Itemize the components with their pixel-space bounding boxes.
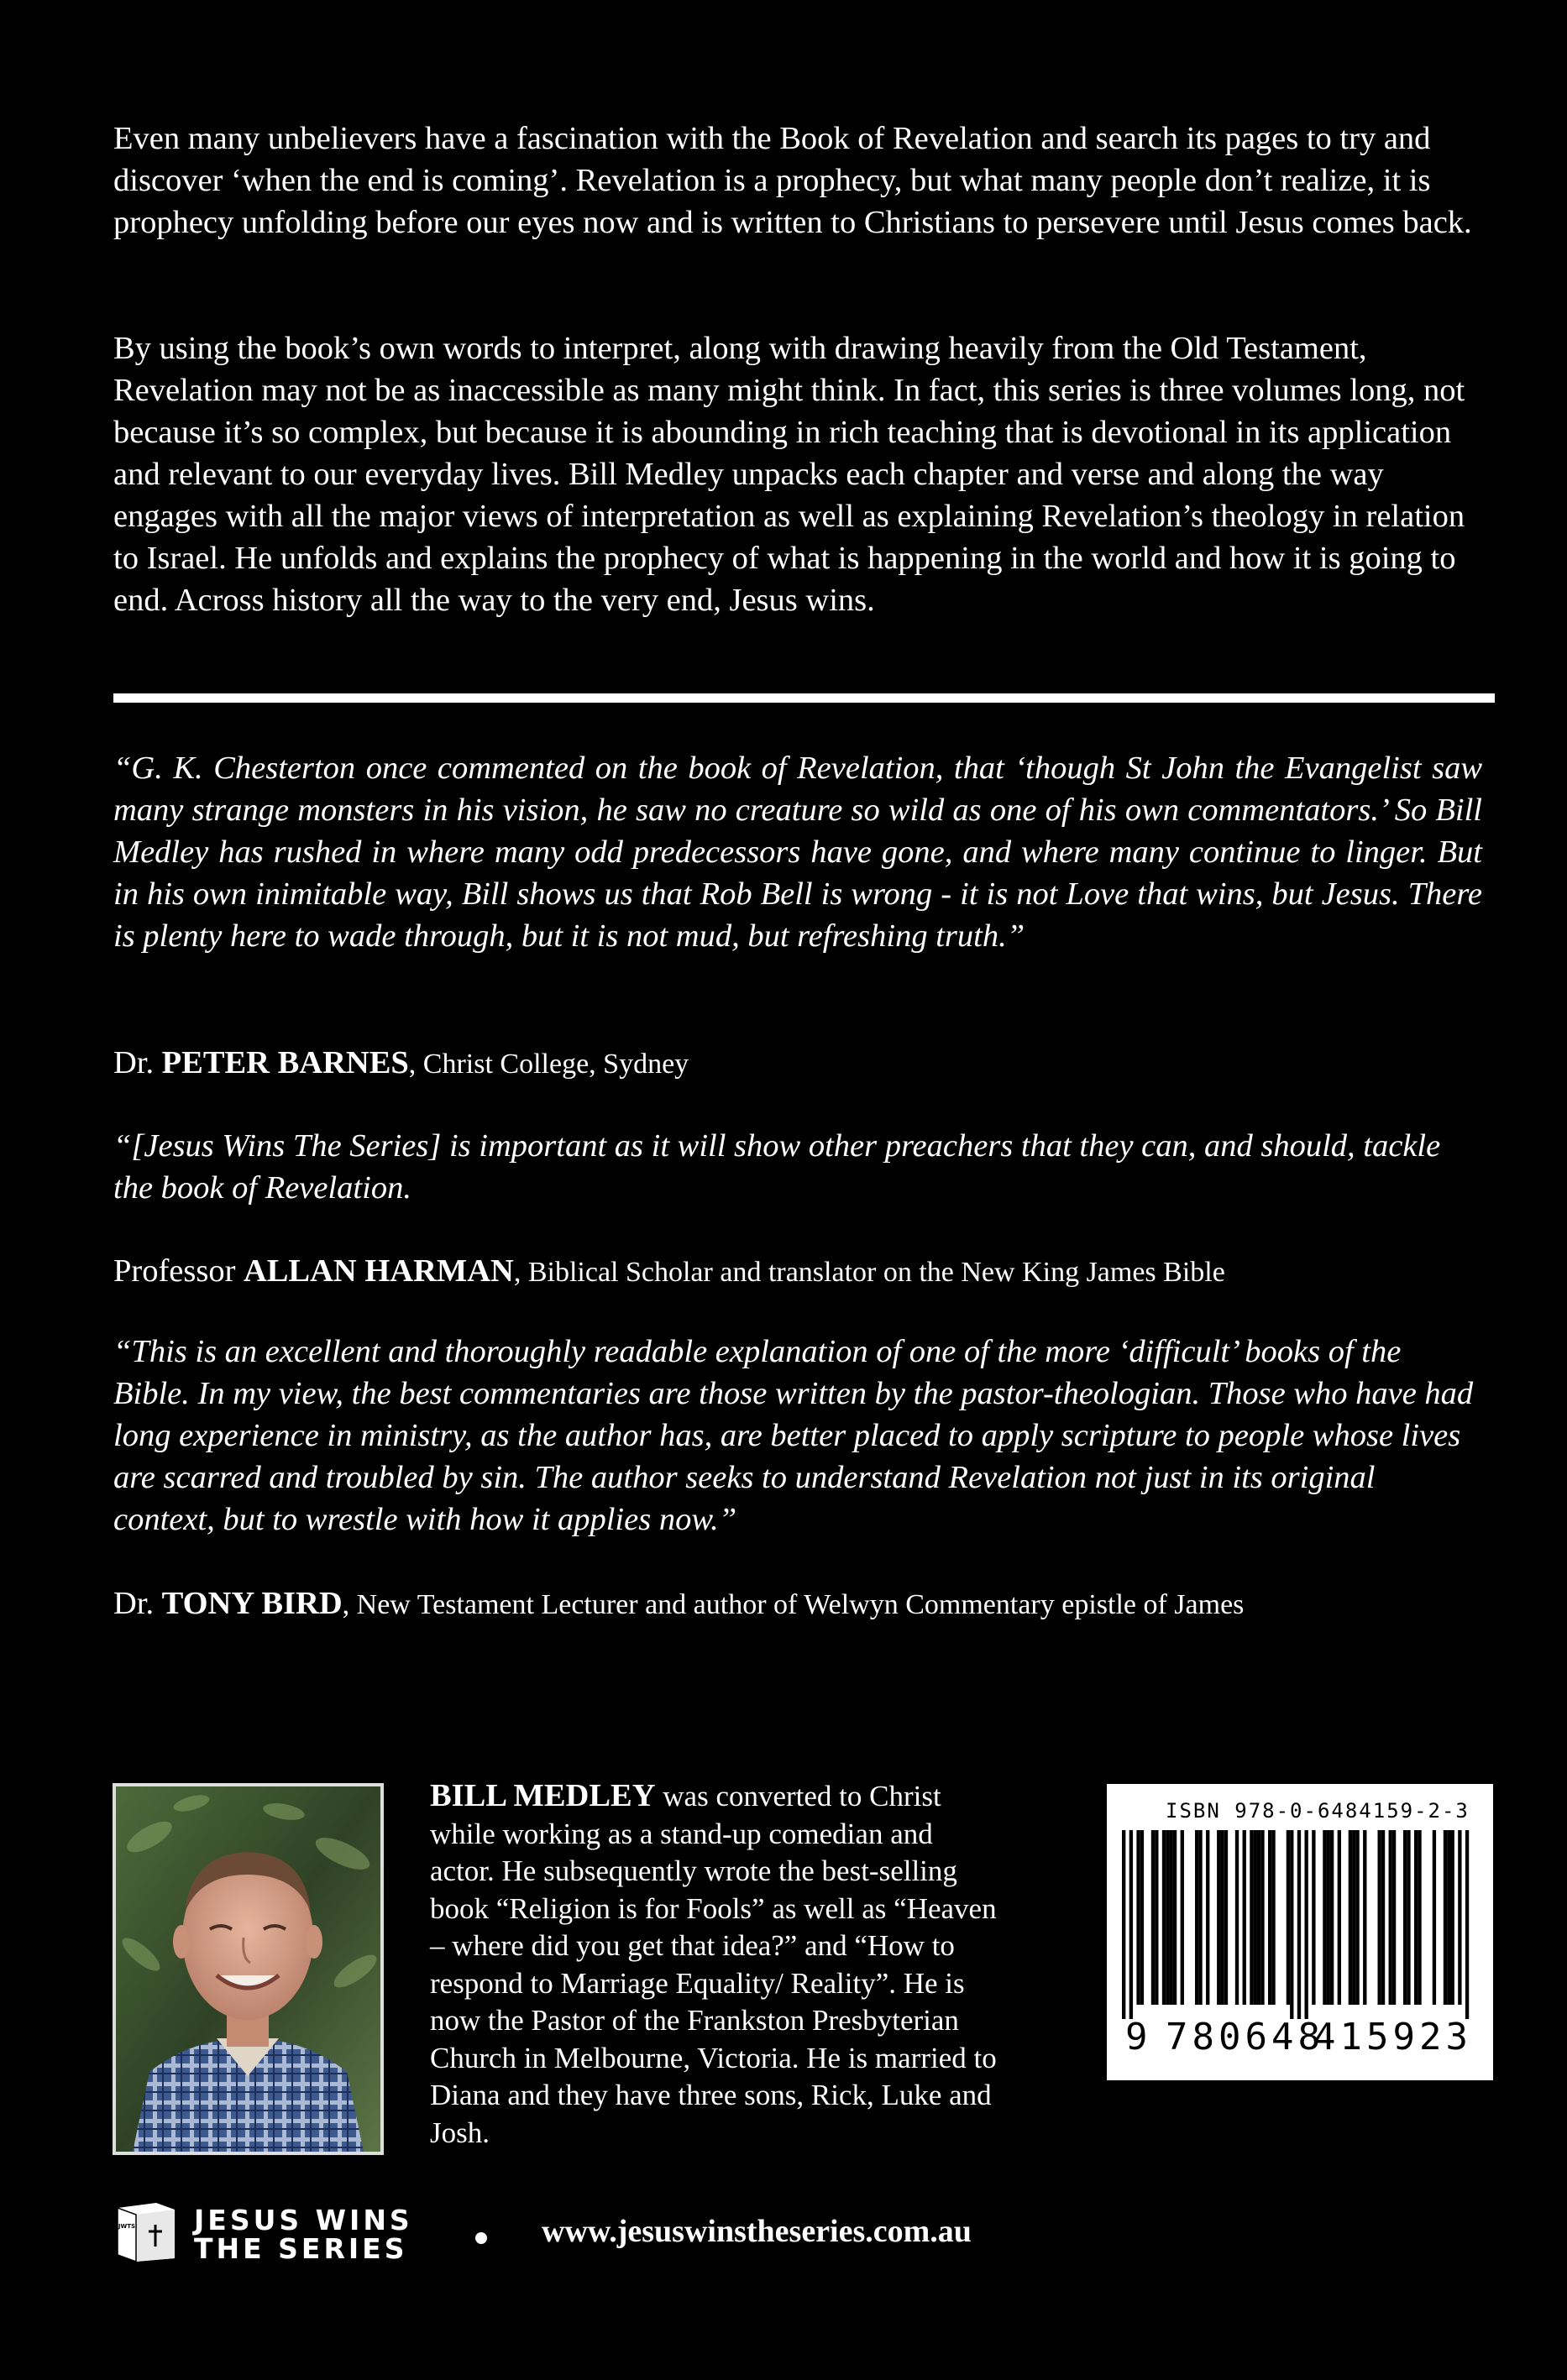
- barcode-bar: [1338, 1830, 1341, 2005]
- author-bio-text: was converted to Christ while working as a stand-up comedian and actor. He subsequently wrote the best-selling book “Religion is for Fools” as well as “Heaven – where did you get that idea?” and “How to respond to Marriage Equality/ Reality”. He is now the Pastor of the Frankston Presbyterian Church in Melbourne, Victoria. He is married to Diana and they have three sons, Rick, Luke and Josh.: [430, 1780, 997, 2149]
- barcode-bar: [1271, 1830, 1275, 2005]
- logo-spine-text: JWTS: [118, 2223, 136, 2230]
- barcode-bar: [1451, 1830, 1454, 2005]
- barcode-bar: [1181, 1830, 1184, 2005]
- attribution-name: ALLAN HARMAN: [243, 1253, 514, 1289]
- attribution-title: Dr.: [113, 1045, 155, 1080]
- logo-line-1: JESUS WINS: [194, 2204, 413, 2236]
- barcode-bar: [1250, 1830, 1253, 2005]
- barcode-bar: [1363, 1830, 1366, 2005]
- barcode-digits-right: 415923: [1313, 2016, 1472, 2058]
- endorsement-quote-1: “G. K. Chesterton once commented on the book of Revelation, that ‘though St John the Evangelist saw many strange monsters in his vision, he saw no creature so wild as one of his own commentators.’ So Bill Medley has rushed in where many odd predecessors have gone, and where many continue to linger. But in his own inimitable way, Bill shows us that Rob Bell is wrong - it is not Love that wins, but Jesus. There is plenty here to wade through, but it is not mud, but refreshing truth.”: [113, 751, 1482, 954]
- barcode-bar: [1151, 1830, 1155, 2005]
- attribution-title: Dr.: [113, 1586, 155, 1621]
- logo-line-2: THE SERIES: [194, 2232, 408, 2265]
- endorsement-attribution-3: [113, 1583, 1244, 1625]
- author-bio: [430, 1777, 1001, 2152]
- barcode-digits-left: 780648: [1166, 2016, 1324, 2058]
- barcode-bar: [1140, 1830, 1144, 2005]
- blurb-paragraph-2: By using the book’s own words to interpret, along with drawing heavily from the Old Testament, Revelation may not be as inaccessible as many might think. In fact, this series is three volumes long, not because it’s so complex, but because it is abounding in rich teaching that is devotional in its application and relevant to our everyday lives. Bill Medley unpacks each chapter and verse and along the way engages with all the major views of interpretation as well as explaining Revelation’s theology in relation to Israel. He unfolds and explains the prophecy of what is happening in the world and how it is going to end. Across history all the way to the very end, Jesus wins.: [113, 331, 1465, 618]
- barcode-bar: [1162, 1830, 1166, 2005]
- website-url[interactable]: www.jesuswinstheseries.com.au: [542, 2214, 972, 2249]
- barcode-bar: [1122, 1830, 1125, 2019]
- barcode-bar: [1243, 1830, 1246, 2005]
- endorsement-quote-3: “This is an excellent and thoroughly readable explanation of one of the more ‘difficult’ books of the Bible. In my view, the best commentaries are those written by the pastor-theologian. Those who have had long experience in ministry, as the author has, are better placed to apply scripture to people whose lives are scarred and troubled by sin. The author seeks to understand Revelation not just in its original context, but to wrestle with how it applies now.”: [113, 1334, 1474, 1537]
- barcode-bar: [1312, 1830, 1315, 2005]
- author-portrait-illustration: [116, 1786, 380, 2152]
- barcode-bar: [1433, 1830, 1436, 2005]
- barcode-bar: [1392, 1830, 1396, 2005]
- attribution-name: PETER BARNES: [161, 1045, 409, 1080]
- barcode-bar: [1129, 1830, 1133, 2019]
- book-icon: [113, 2200, 180, 2262]
- barcode-bar: [1352, 1830, 1355, 2005]
- barcode-bar: [1254, 1830, 1257, 2005]
- endorsement-quote-2: “[Jesus Wins The Series] is important as it will show other preachers that they can, and should, tackle the book of Revelation.: [113, 1128, 1441, 1206]
- isbn-barcode: [1107, 1784, 1493, 2080]
- barcode-bar: [1136, 1830, 1140, 2005]
- divider-rule: [113, 693, 1495, 703]
- separator-dot: [475, 2232, 487, 2244]
- barcode-bar: [1355, 1830, 1359, 2005]
- barcode-bar: [1330, 1830, 1334, 2005]
- attribution-name: TONY BIRD: [161, 1586, 343, 1621]
- barcode-bar: [1198, 1830, 1202, 2005]
- barcode-bar: [1220, 1830, 1224, 2005]
- barcode-digit-first: 9: [1125, 2016, 1152, 2058]
- isbn-label: ISBN 978-0-6484159-2-3: [1166, 1799, 1470, 1823]
- barcode-bar: [1297, 1830, 1301, 2019]
- barcode-bar: [1418, 1830, 1421, 2005]
- endorsement-attribution-1: [113, 1043, 689, 1085]
- barcode-bar: [1403, 1830, 1407, 2005]
- barcode-bar: [1235, 1830, 1239, 2005]
- barcode-bar: [1224, 1830, 1228, 2005]
- barcode-bar: [1378, 1830, 1381, 2005]
- blurb-paragraph-1: Even many unbelievers have a fascination with the Book of Revelation and search its pages to try and discover ‘when the end is coming’. Revelation is a prophecy, but what many people don’t realize, it is prophecy unfolding before our eyes now and is written to Christians to persevere until Jesus comes back.: [113, 121, 1472, 240]
- endorsement-attribution-2: [113, 1251, 1225, 1293]
- author-photo: [113, 1783, 384, 2155]
- attribution-title: Professor: [113, 1253, 236, 1289]
- barcode-bar: [1170, 1830, 1173, 2005]
- barcode-bar: [1260, 1830, 1264, 2005]
- barcode-bar: [1447, 1830, 1450, 2005]
- barcode-bar: [1407, 1830, 1410, 2005]
- barcode-bar: [1327, 1830, 1330, 2005]
- series-logo: [113, 2200, 465, 2265]
- barcode-bar: [1206, 1830, 1209, 2005]
- barcode-bar: [1195, 1830, 1198, 2005]
- barcode-bar: [1389, 1830, 1392, 2005]
- attribution-affiliation: , Christ College, Sydney: [408, 1049, 689, 1080]
- attribution-affiliation: , Biblical Scholar and translator on the New King James Bible: [513, 1257, 1225, 1288]
- barcode-bar: [1166, 1830, 1169, 2005]
- attribution-affiliation: , New Testament Lecturer and author of Welwyn Commentary epistle of James: [342, 1589, 1245, 1620]
- barcode-bar: [1349, 1830, 1352, 2005]
- barcode-bar: [1257, 1830, 1260, 2005]
- barcode-bar: [1414, 1830, 1418, 2005]
- barcode-bar: [1268, 1830, 1271, 2005]
- barcode-bar: [1290, 1830, 1293, 2019]
- barcode-bar: [1323, 1830, 1326, 2005]
- barcode-bar: [1444, 1830, 1447, 2005]
- barcode-bar: [1155, 1830, 1158, 2005]
- barcode-bar: [1287, 1830, 1290, 2005]
- author-name: BILL MEDLEY: [430, 1778, 656, 1813]
- barcode-bar: [1458, 1830, 1461, 2005]
- barcode-bar: [1217, 1830, 1220, 2005]
- barcode-bar: [1305, 1830, 1308, 2019]
- barcode-bar: [1381, 1830, 1385, 2005]
- barcode-bar: [1173, 1830, 1177, 2005]
- barcode-bar: [1465, 1830, 1469, 2019]
